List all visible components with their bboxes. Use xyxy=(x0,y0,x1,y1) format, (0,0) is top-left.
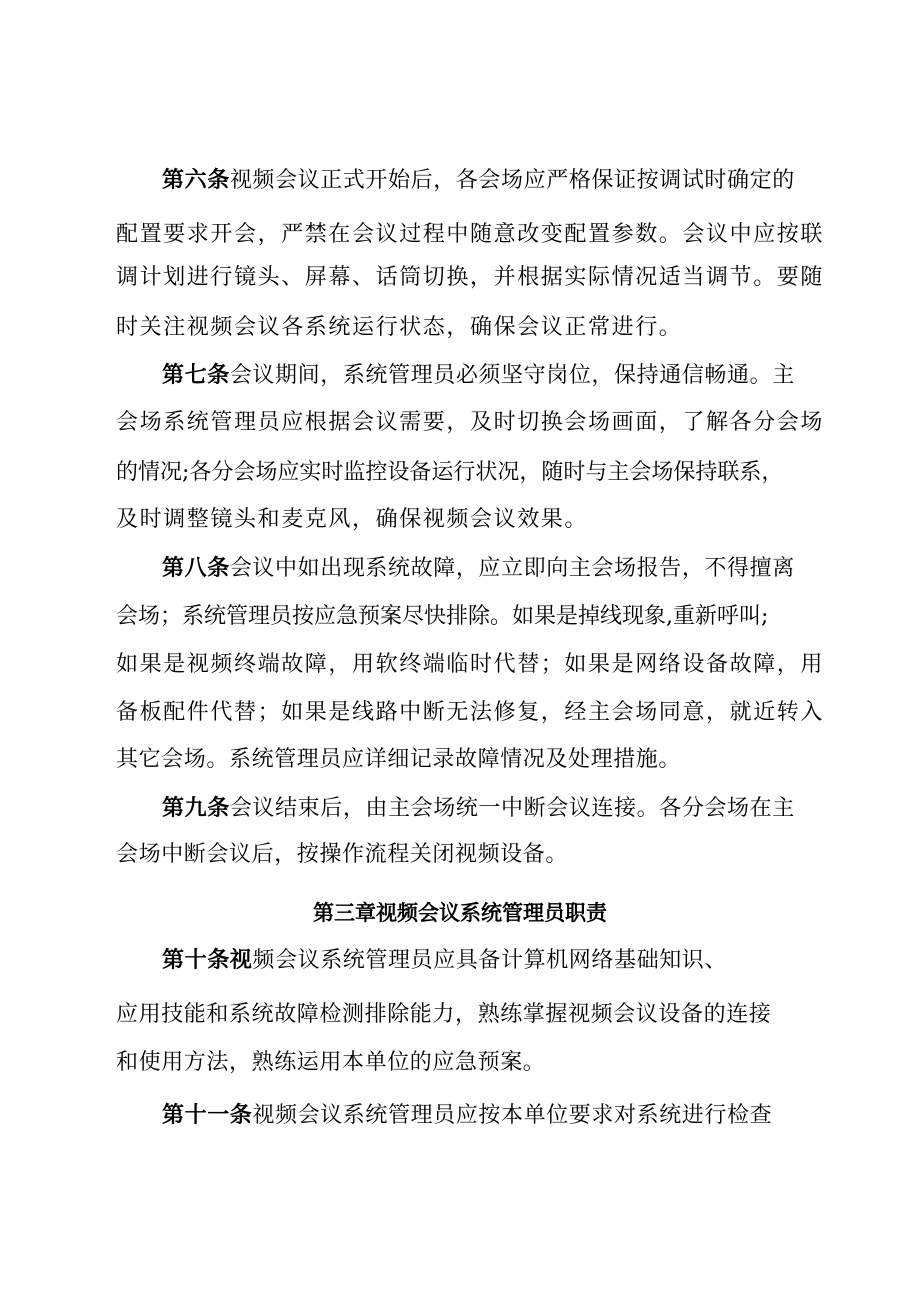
article-10-line-2: 应用技能和系统故障检测排除能力，熟练掌握视频会议设备的连接 xyxy=(116,1002,772,1027)
article-7-line-3: 的情况;各分会场应实时监控设备运行状况，随时与主会场保持联系， xyxy=(116,460,784,485)
article-6-label: 第六条 xyxy=(162,167,230,193)
article-8-line-5: 其它会场。系统管理员应详细记录故障情况及处理措施。 xyxy=(116,747,682,772)
chapter-title: 第三章视频会议系统管理员职责 xyxy=(313,900,607,925)
article-10-line-1 xyxy=(162,945,862,976)
article-6-line-3: 调计划进行镜头、屏幕、话筒切换，并根据实际情况适当调节。要随 xyxy=(116,265,825,290)
article-11-text-1: 视频会议系统管理员应按本单位要求对系统进行检查 xyxy=(252,1103,773,1128)
article-10-line-3: 和使用方法，熟练运用本单位的应急预案。 xyxy=(116,1050,546,1075)
article-9-line-1 xyxy=(162,793,862,824)
article-7-line-2: 会场系统管理员应根据会议需要，及时切换会场画面，了解各分会场 xyxy=(116,410,825,435)
article-6-line-1 xyxy=(162,165,862,196)
article-7-line-4: 及时调整镜头和麦克风，确保视频会议效果。 xyxy=(116,507,589,532)
article-7-label: 第七条 xyxy=(162,362,230,388)
article-8-line-1 xyxy=(162,553,862,584)
article-9-line-2: 会场中断会议后，按操作流程关闭视频设备。 xyxy=(116,842,569,867)
article-7-line-1 xyxy=(162,360,862,391)
article-8-label: 第八条 xyxy=(162,555,230,581)
article-8-line-4: 备板配件代替；如果是线路中断无法修复，经主会场同意，就近转入 xyxy=(116,700,825,725)
article-10-text-1: 频会议系统管理员应具备计算机网络基础知识、 xyxy=(252,948,728,973)
article-8-text-1: 会议中如出现系统故障，应立即向主会场报告，不得擅离 xyxy=(229,556,795,581)
article-6-line-2: 配置要求开会，严禁在会议过程中随意改变配置参数。会议中应按联 xyxy=(116,222,825,247)
article-9-label: 第九条 xyxy=(162,795,230,821)
article-6-text-1: 视频会议正式开始后，各会场应严格保证按调试时确定的 xyxy=(229,168,795,193)
article-10-label: 第十条视 xyxy=(162,947,253,973)
article-11-line-1 xyxy=(162,1100,862,1131)
article-8-line-2: 会场；系统管理员按应急预案尽快排除。如果是掉线现象,重新呼叫; xyxy=(116,604,769,629)
article-8-line-3: 如果是视频终端故障，用软终端临时代替；如果是网络设备故障，用 xyxy=(116,652,825,677)
article-9-text-1: 会议结束后，由主会场统一中断会议连接。各分会场在主 xyxy=(229,796,795,821)
article-11-label: 第十一条 xyxy=(162,1102,253,1128)
article-7-text-1: 会议期间，系统管理员必须坚守岗位，保持通信畅通。主 xyxy=(229,363,795,388)
article-6-line-4: 时关注视频会议各系统运行状态，确保会议正常进行。 xyxy=(116,315,683,340)
